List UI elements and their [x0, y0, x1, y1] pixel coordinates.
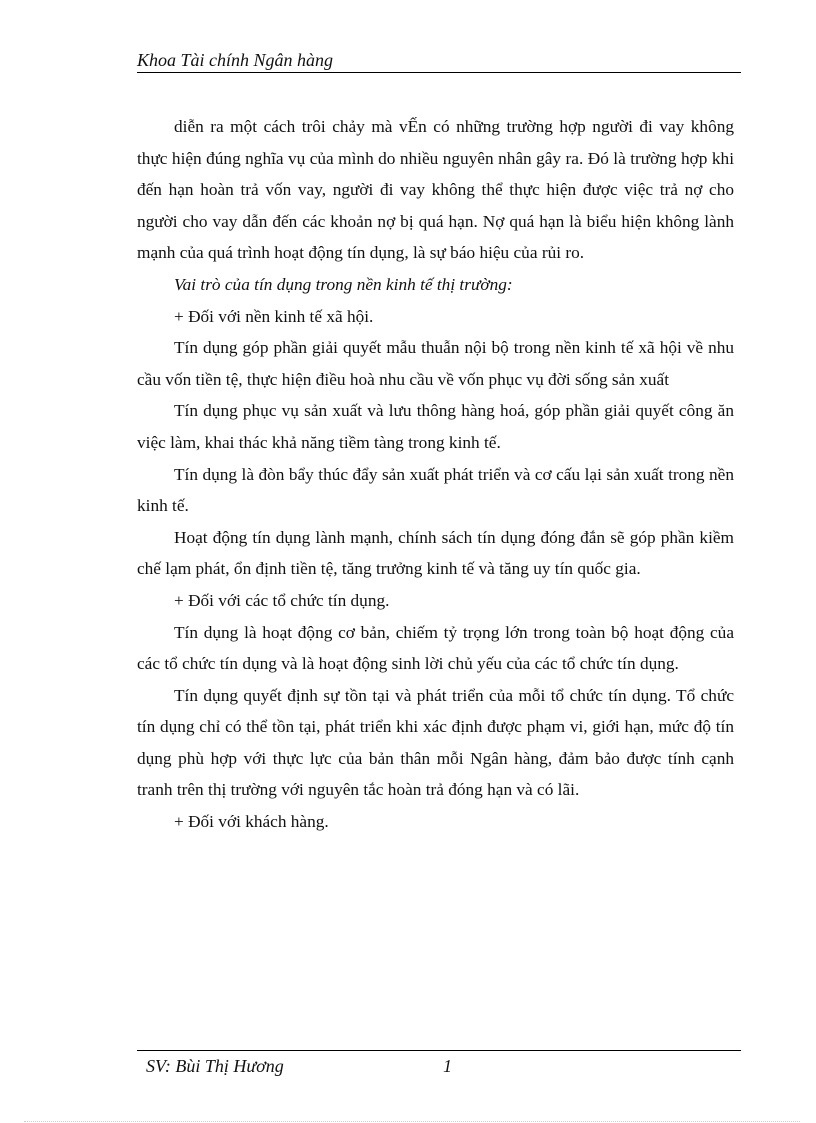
- paragraph: Tín dụng là hoạt động cơ bản, chiếm tỷ trọng lớn trong toàn bộ hoạt động của các tổ chức tín dụng và là hoạt động sinh lời chủ yếu của các tổ chức tín dụng.: [137, 622, 734, 674]
- paragraph-continuation: diễn ra một cách trôi chảy mà vẾn có những trường hợp người đi vay không thực hiện đúng nghĩa vụ của mình do nhiều nguyên nhân gây ra. Đó là trường hợp khi đến hạn hoàn trả vốn vay, người đi vay không thể thực hiện được việc trả nợ cho người cho vay dẫn đến các khoản nợ bị quá hạn. Nợ quá hạn là biểu hiện không lành mạnh của quá trình hoạt động tín dụng, là sự báo hiệu của rủi ro.: [137, 117, 734, 263]
- paragraph: Tín dụng là đòn bẩy thúc đẩy sản xuất phát triển và cơ cấu lại sản xuất trong nền kinh tế.: [137, 464, 734, 516]
- footer-author: SV: Bùi Thị Hương: [146, 1056, 284, 1076]
- subheading-credit-institutions: + Đối với các tổ chức tín dụng.: [174, 590, 390, 610]
- paragraph: Tín dụng quyết định sự tồn tại và phát triển của mỗi tổ chức tín dụng. Tổ chức tín dụng chỉ có thể tồn tại, phát triển khi xác định được phạm vi, giới hạn, mức độ tín dụng phù hợp với thực lực của bản thân mỗi Ngân hàng, đảm bảo được tính cạnh tranh trên thị trường với nguyên tắc hoàn trả đóng hạn và có lãi.: [137, 685, 734, 800]
- subheading-economy-society: + Đối với nền kinh tế xã hội.: [174, 306, 374, 326]
- page-header: [137, 48, 741, 73]
- page-body: [137, 111, 734, 838]
- subheading-customers: + Đối với khách hàng.: [174, 812, 329, 832]
- paragraph: Tín dụng góp phần giải quyết mẫu thuẫn nội bộ trong nền kinh tế xã hội về nhu cầu vốn tiền tệ, thực hiện điều hoà nhu cầu về vốn phục vụ đời sống sản xuất: [137, 338, 734, 389]
- paragraph: Tín dụng phục vụ sản xuất và lưu thông hàng hoá, góp phần giải quyết công ăn việc làm, khai thác khả năng tiềm tàng trong kinh tế.: [137, 401, 734, 452]
- section-heading-role-of-credit: Vai trò của tín dụng trong nền kinh tế thị trường:: [174, 274, 513, 294]
- page-boundary: [24, 1121, 800, 1122]
- page-number: 1: [443, 1056, 452, 1076]
- paragraph: Hoạt động tín dụng lành mạnh, chính sách tín dụng đóng đắn sẽ góp phần kiềm chế lạm phát, ổn định tiền tệ, tăng trưởng kinh tế và tăng uy tín quốc gia.: [137, 527, 734, 579]
- header-title: Khoa Tài chính Ngân hàng: [137, 50, 334, 70]
- page-footer: [137, 1050, 741, 1077]
